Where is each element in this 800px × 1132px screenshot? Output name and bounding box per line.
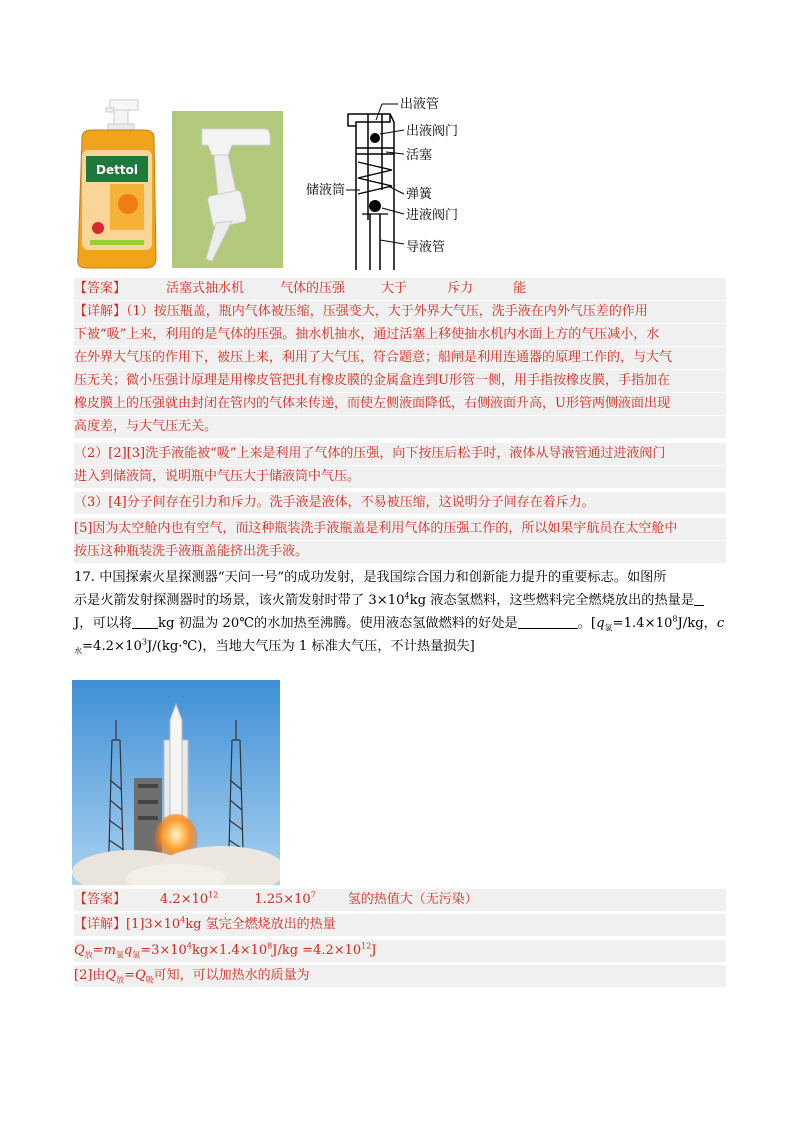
detail-16-line: （2）[2][3]洗手液能被“吸”上来是利用了气体的压强，向下按压后松手时，液体从导液管通过进液阀门 — [74, 443, 726, 465]
detail-16-line: 进入到储液筒，说明瓶中气压大于储液筒中气压。 — [74, 466, 726, 488]
label-outlet-pipe: 出液管 — [400, 97, 440, 112]
detail-16-line: 压无关；微小压强计原理是用橡皮管把扎有橡皮膜的金属盒连到U形管一侧，用手指按橡皮膜，手指加在 — [74, 370, 726, 392]
label-piston: 活塞 — [406, 148, 433, 163]
detail-17-line2: $Q_放=m_氢q_氢=3\times 10^4kg\times 1.4\times 10^8J/kg =4.2\times 10^{12}J$ — [74, 940, 726, 962]
answer-item: 气体的压强 — [280, 281, 346, 296]
detail-16-line: 下被“吸”上来，利用的是气体的压强。抽水机抽水，通过活塞上移使抽水机内水面上方的气压减小，水 — [74, 324, 726, 346]
answer-item: 大于 — [381, 281, 408, 296]
detail-16-line: 橡皮膜上的压强就由封闭在管内的气体来传递，而使左侧液面降低，右侧液面升高，U形管两侧液面出现 — [74, 393, 726, 415]
label-outlet-valve: 出液阀门 — [406, 124, 459, 139]
answer-item: 活塞式抽水机 — [166, 281, 245, 296]
label-reservoir: 储液筒 — [306, 183, 346, 198]
detail-17-line1: 【详解】$[1]3\times 10^4kg$ 氢完全燃烧放出的热量 — [74, 914, 726, 936]
detail-tag: 【详解】 — [74, 304, 127, 319]
detail-17-line3: [2]由$Q_放=Q_吸$可知，可以加热水的质量为 — [74, 965, 726, 987]
question-17-line3: J，可以将 kg 初温为 20℃的水加热至沸腾。使用液态氢做燃料的好处是 。[$q_氢=1.4\times 10^8J/kg$，c — [74, 614, 725, 633]
answer-17: 【答案】 $4.2\times 10^{12}$ $1.25\times 10^7$ 氢的热值大（无污染） — [74, 889, 726, 911]
detail-16-line: （3）[4]分子间存在引力和斥力。洗手液是液体，不易被压缩，这说明分子间存在着斥力。 — [74, 492, 726, 514]
label-spring: 弹簧 — [406, 187, 433, 202]
detail-16-line: 在外界大气压的作用下，被压上来，利用了大气压，符合题意；船闸是利用连通器的原理工作的，与大气 — [74, 347, 726, 369]
soap-bottle-photo — [72, 98, 162, 270]
bottle-brand: Dettol — [96, 163, 138, 177]
answer-item: 斥力 — [447, 281, 474, 296]
answer-blank[interactable] — [518, 614, 578, 629]
pump-head-photo — [172, 111, 283, 268]
question-17-line1: 17. 中国探索火星探测器“天问一号”的成功发射，是我国综合国力和创新能力提升的重要标志。如图所 — [74, 570, 667, 585]
answer-16 — [74, 278, 726, 300]
label-inlet-valve: 进液阀门 — [406, 208, 459, 223]
detail-16-line: 按压这种瓶装洗手液瓶盖能挤出洗手液。 — [74, 541, 726, 563]
question-17-line4: $_水=4.2\times 10^3J/(kg\cdot℃)$，当地大气压为 1 标准大气压，不计热量损失] — [74, 637, 475, 656]
pump-structure-diagram — [300, 90, 500, 270]
answer-blank[interactable] — [694, 591, 704, 606]
detail-16-line: 高度差，与大气压无关。 — [74, 416, 726, 438]
question-17-line2: 示是火箭发射探测器时的场景，该火箭发射时带了 $3\times 10^4kg$ 液态氢燃料，这些燃料完全燃烧放出的热量是 — [74, 590, 726, 612]
question-number: 17. — [74, 570, 95, 585]
detail-tag: 【详解】 — [74, 917, 127, 932]
label-guide-pipe: 导液管 — [406, 240, 446, 255]
detail-16-line: 【详解】（1）按压瓶盖，瓶内气体被压缩，压强变大，大于外界大气压，洗手液在内外气压差的作用 — [74, 301, 726, 323]
detail-16-line: [5]因为太空舱内也有空气，而这种瓶装洗手液瓶盖是利用气体的压强工作的，所以如果宇航员在太空舱中 — [74, 518, 726, 540]
answer-tag: 【答案】 — [74, 892, 127, 907]
rocket-launch-photo — [72, 680, 280, 885]
answer-tag: 【答案】 — [74, 281, 127, 296]
answer-item: 能 — [513, 281, 527, 296]
answer-blank[interactable] — [132, 614, 158, 629]
